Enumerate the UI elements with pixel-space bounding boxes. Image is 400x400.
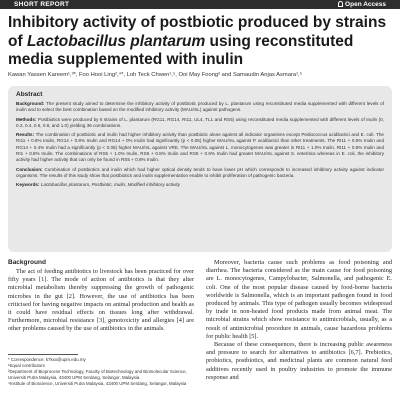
right-column (206, 259, 392, 382)
abstract-methods: Methods: Postbiotics were produced by 6 strains of L. plantarum (RG11, RG14, RI11, UL4, TL1 and RS5) using reconstituted media supplemented with different levels of Inulin (0, 0.2, 0.4, 0.6, 0.8, and 1.0) yielding 36 combinations. (16, 116, 384, 128)
background-heading: Background (8, 259, 46, 266)
abstract-results: Results: The combination of postbiotic and inulin had higher inhibitory activity than postbiotic alone against all indicator organisms except Pediococcus acidilactici and E. coli. The RI11 + 0.8% Inulin, RG14 + 0.8% Inulin and RG14 + 0% Inulin had significantly (p < 0.05) higher MAU/mL against P. acidilactici than other treatments. The RI11 + 0.8% Inulin and RG14 + 0.4% Inulin had a significantly (p < 0.05) higher MAU/mL against VRE. The MAU/mL against L. monocytogenes was greater in RI11 + 1.0% Inulin, RI11 + 0.8% Inulin and RI1 + 0.8% Inulin. The combinations of RS5 + 1.0% Inulin, RS5 + 0.8% Inulin and RS5 + 0.6% Inulin had greater MAU/mL against S. enteritica whereas in E. coli, the inhibitory activity had higher activity that can only be found in RS5 + 0.8% Inulin. (16, 132, 384, 163)
correspondence-line: * Correspondence: k7kxx@upm.edu.my (8, 357, 86, 362)
article-type-label: SHORT REPORT (14, 1, 70, 8)
affiliation-4: ⁴Institute of Bioscience, Universiti Putra Malaysia, 43400 UPM Serdang, Selangor, Malaysia (8, 380, 187, 386)
open-access-text: Open Access (345, 1, 386, 8)
footnotes (8, 357, 194, 387)
author-list: Kawan Yassen Kareem¹,³*, Foo Hooi Ling²,⁴*, Loh Teck Chwen¹,⁵, Ooi May Foong² and Samaudin Anjas Asmara¹,⁵ (8, 72, 303, 78)
equal-contributors-line: ¹Equal contributors (8, 362, 45, 368)
abstract-conclusion: Conclusion: Combination of postbiotics and inulin which had higher optical density tends to have lower pH which corresponds to increased inhibitory activity against indicator organisms. The results of this study show that postbiotics and inulin supplementation enable to inhibit proliferation of pathogenic bacteria. (16, 166, 384, 178)
article-title: Inhibitory activity of postbiotic produced by strains of Lactobacillus plantarum using reconstituted media supplemented with inulin (8, 14, 387, 68)
open-access-label (338, 0, 386, 9)
open-access-lock-icon (338, 1, 343, 7)
title-species: Lactobacillus plantarum (26, 32, 206, 50)
right-paragraph-2: Because of these consequences, there is increasing public awareness and pressure to search for alternatives to antibiotics [6,7]. Prebiotics, probiotics, postbiotics, and medicinal plants are common natural feed additives recently used in poultry industries to promote the immune response and (206, 341, 392, 381)
affiliation-2: ²Department of Bioprocess Technology, Faculty of Biotechnology and Biomolecular Science, Universiti Putra Malaysia, 43400 UPM Serdang, Selangor, Malaysia (8, 368, 187, 380)
abstract-keywords: Keywords: Lactobacillus plantarum, Postbiotic, Inulin, Modified inhibitory activity (16, 182, 180, 188)
footnote-divider (8, 354, 78, 355)
abstract-background: Background: The present study aimed to determine the inhibitory activity of postbiotic produced by L. plantarum using reconstituted media supplemented with different levels of inulin and to select the best combination based on the modified inhibitory activity (MAU/mL) against pathogens. (16, 101, 384, 113)
abstract-heading: Abstract (16, 91, 43, 98)
background-paragraph: The act of feeding antibiotics to livestock has been practiced for over fifty years [1]. The mode of action of antibiotics is that they alter microbial metabolism thereby suppressing the growth of pathogenic microbes in the gut [2]. However, the use of antibiotics has been criticised for having negative impacts on animal production and health as it could have residual effects on tissues long after withdrawal. Furthermore, microbial resistance [3], genotoxicity and allergies [4] are other problems caused by the use of antibiotics in the animals. (8, 268, 194, 333)
left-column (8, 259, 194, 334)
right-paragraph-1: Moreover, bacteria cause such problems as food poisoning and diarrhea. The bacteria considered as the main cause for food poisoning are L. monocytogenes, Campylobacter, Salmonella, and pathogenic E. coli. One of the most popular disease caused by food-borne bacteria worldwide is Salmonella, which is an important pathogen found in food produced by animals. This type of pathogen usually becomes widespread by trade in non-heated food products made from animal meat. The microbial strains which show resistance to antimicrobials, usually, as a result of antimicrobial procedure in animals, cause hazardous problems for public health [5]. (206, 259, 392, 340)
abstract-box (8, 86, 392, 252)
